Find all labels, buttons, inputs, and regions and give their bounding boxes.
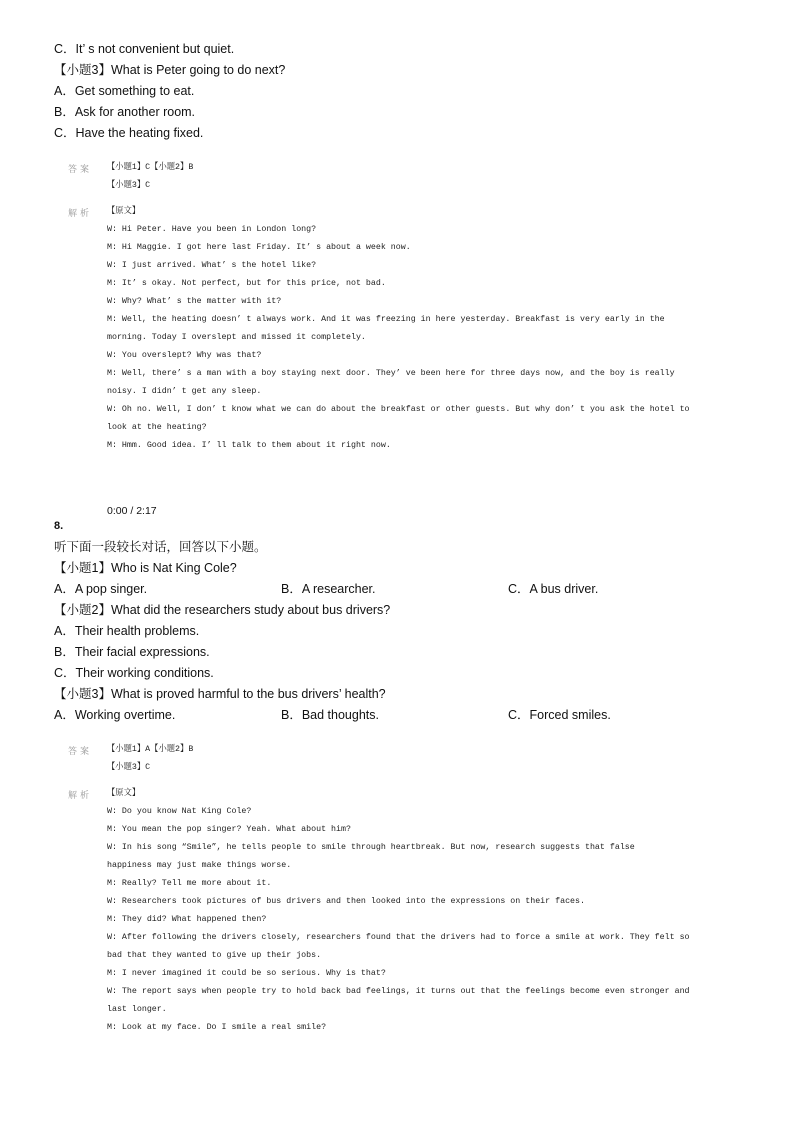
q8-subquestion-1: 【小题1】Who is Nat King Cole?	[54, 561, 237, 575]
q7-transcript-line: noisy. I didn’ t get any sleep.	[107, 387, 262, 396]
q7-transcript-line: W: Why? What’ s the matter with it?	[107, 297, 282, 306]
q7-transcript-line: M: Hi Maggie. I got here last Friday. It’ s about a week now.	[107, 243, 411, 252]
q8-transcript-line: W: In his song “Smile”, he tells people to smile through heartbreak. But now, research suggests that false	[107, 843, 635, 852]
q8-q2-option-a: A．Their health problems.	[54, 624, 200, 638]
q7-transcript-line: M: Hmm. Good idea. I’ ll talk to them about it right now.	[107, 441, 391, 450]
q8-transcript-line: M: I never imagined it could be so serious. Why is that?	[107, 969, 386, 978]
q8-transcript-line: M: Look at my face. Do I smile a real smile?	[107, 1023, 327, 1032]
q8-q2-option-b: B．Their facial expressions.	[54, 645, 210, 659]
q7-transcript-line: M: Well, there’ s a man with a boy staying next door. They’ ve been here for three days now, and the boy is really	[107, 369, 675, 378]
q8-answer-line-2: 【小题3】C	[107, 763, 151, 772]
q8-transcript-line: bad that they wanted to give up their jobs.	[107, 951, 322, 960]
q7-answer-label: 答案	[68, 165, 93, 175]
q8-transcript-line: W: Researchers took pictures of bus drivers and then looked into the expressions on their faces.	[107, 897, 585, 906]
q7-transcript-line: M: It’ s okay. Not perfect, but for this price, not bad.	[107, 279, 386, 288]
q8-transcript-line: W: Do you know Nat King Cole?	[107, 807, 252, 816]
q8-subquestion-3: 【小题3】What is proved harmful to the bus drivers’ health?	[54, 687, 386, 701]
q8-transcript-line: W: The report says when people try to hold back bad feelings, it turns out that the feelings become even stronger and	[107, 987, 690, 996]
q8-q1-option-c: C．A bus driver.	[508, 582, 599, 596]
q8-transcript-line: M: Really? Tell me more about it.	[107, 879, 272, 888]
q8-analysis-label: 解析	[68, 791, 93, 801]
q8-q3-option-a: A．Working overtime.	[54, 708, 176, 722]
q8-transcript-line: 【原文】	[107, 789, 141, 798]
q8-transcript-line: M: You mean the pop singer? Yeah. What about him?	[107, 825, 351, 834]
q8-transcript-line: last longer.	[107, 1005, 167, 1014]
q8-number: 8.	[54, 520, 64, 532]
q8-instruction: 听下面一段较长对话，回答以下小题。	[54, 540, 267, 554]
q8-transcript-line: M: They did? What happened then?	[107, 915, 267, 924]
q8-transcript-line: W: After following the drivers closely, researchers found that the drivers had to force a smile at work. They felt so	[107, 933, 690, 942]
q7-transcript-line: M: Well, the heating doesn’ t always work. And it was freezing in here yesterday. Breakfast is very early in the	[107, 315, 665, 324]
q8-q3-option-b: B．Bad thoughts.	[281, 708, 379, 722]
q8-q2-option-c: C．Their working conditions.	[54, 666, 214, 680]
q7-transcript-line: W: Oh no. Well, I don’ t know what we can do about the breakfast or other guests. But why don’ t you ask the hotel to	[107, 405, 690, 414]
q8-answer-label: 答案	[68, 747, 93, 757]
q7-subquestion-3: 【小题3】What is Peter going to do next?	[54, 63, 286, 77]
q7-transcript-line: W: I just arrived. What’ s the hotel like?	[107, 261, 317, 270]
q7-option-c: C．Have the heating fixed.	[54, 126, 204, 140]
q7-option-c-prev: C．It’ s not convenient but quiet.	[54, 42, 235, 56]
q7-answer-line-2: 【小题3】C	[107, 181, 151, 190]
q7-transcript-line: morning. Today I overslept and missed it completely.	[107, 333, 366, 342]
q7-transcript-line: W: You overslept? Why was that?	[107, 351, 262, 360]
q8-answer-line-1: 【小题1】A【小题2】B	[107, 745, 194, 754]
q7-answer-line-1: 【小题1】C【小题2】B	[107, 163, 194, 172]
q7-option-a: A．Get something to eat.	[54, 84, 195, 98]
q8-q3-option-c: C．Forced smiles.	[508, 708, 611, 722]
q7-transcript-line: 【原文】	[107, 207, 141, 216]
q8-q1-option-b: B．A researcher.	[281, 582, 376, 596]
q8-q1-option-a: A．A pop singer.	[54, 582, 148, 596]
q7-transcript-line: look at the heating?	[107, 423, 207, 432]
q7-option-b: B．Ask for another room.	[54, 105, 196, 119]
q7-transcript-line: W: Hi Peter. Have you been in London long?	[107, 225, 317, 234]
q7-analysis-label: 解析	[68, 209, 93, 219]
audio-player-time[interactable]: 0:00 / 2:17	[107, 505, 157, 517]
q8-subquestion-2: 【小题2】What did the researchers study about bus drivers?	[54, 603, 391, 617]
q8-transcript-line: happiness may just make things worse.	[107, 861, 292, 870]
